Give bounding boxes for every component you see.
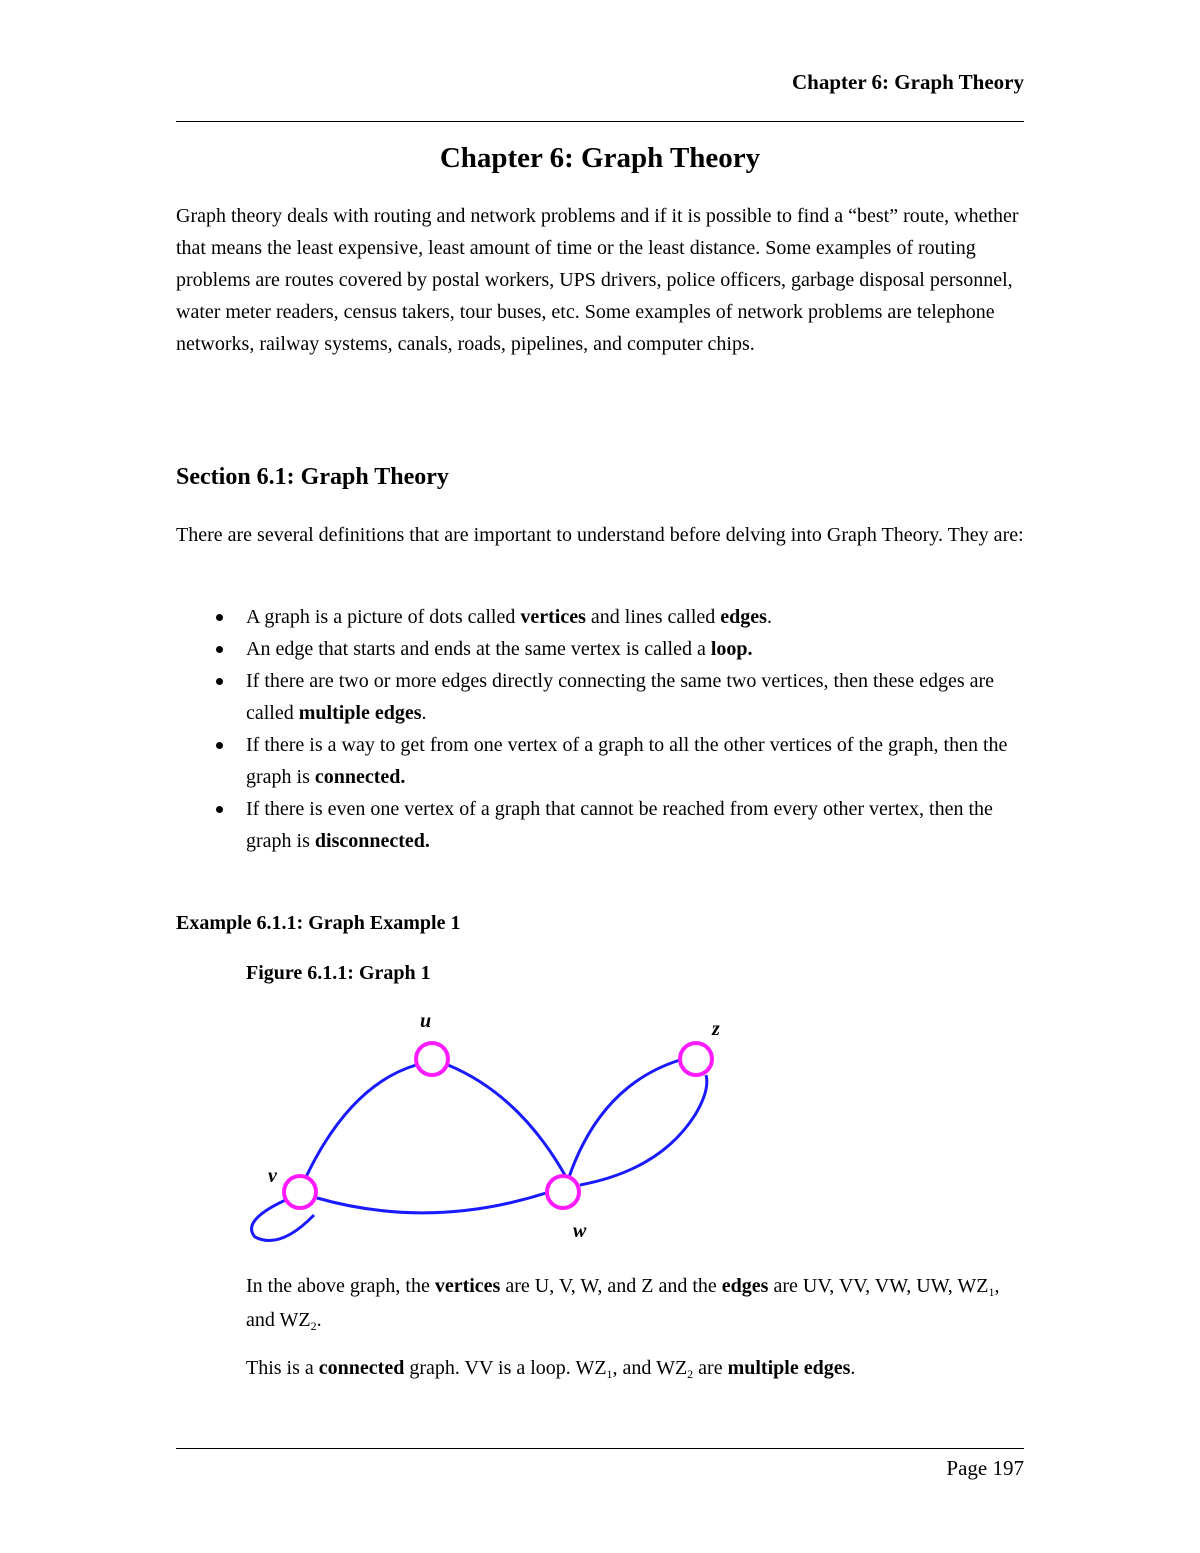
edge-vw bbox=[317, 1193, 546, 1213]
definition-item: An edge that starts and ends at the same vertex is called a loop. bbox=[176, 633, 1026, 665]
chapter-title: Chapter 6: Graph Theory bbox=[439, 142, 761, 174]
intro-paragraph: Graph theory deals with routing and network problems and if it is possible to find a “best” route, whether that means the least expensive, least amount of time or the least distance. Some examples of routing problems are routes covered by postal workers, UPS drivers, police officers, garbage disposal personnel, water meter readers, census takers, tour buses, etc. Some examples of network problems are telephone networks, railway systems, canals, roads, pipelines, and computer chips. bbox=[176, 205, 1019, 355]
bullet-icon bbox=[216, 742, 223, 749]
definition-item: A graph is a picture of dots called vertices and lines called edges. bbox=[176, 601, 1026, 633]
bullet-icon bbox=[216, 646, 223, 653]
definition-item: If there is a way to get from one vertex of a graph to all the other vertices of the graph, then the graph is connected. bbox=[176, 729, 1026, 793]
edge-wz2 bbox=[580, 1075, 707, 1185]
edge-uv bbox=[306, 1065, 416, 1177]
header-rule bbox=[176, 121, 1024, 122]
example-title: Example 6.1.1: Graph Example 1 bbox=[176, 912, 461, 934]
bullet-icon bbox=[216, 806, 223, 813]
vertex-w bbox=[547, 1176, 579, 1208]
definitions-intro: There are several definitions that are important to understand before delving into Graph Theory. They are: bbox=[176, 524, 1024, 546]
graph-description: In the above graph, the vertices are U, V, W, and Z and the edges are UV, VV, VW, UW, $WZ_1$, and $WZ_2$. bbox=[246, 1275, 1000, 1333]
footer-rule bbox=[176, 1448, 1024, 1449]
vertex-z bbox=[680, 1043, 712, 1075]
definition-item: If there are two or more edges directly connecting the same two vertices, then these edges are called multiple edges. bbox=[176, 665, 1026, 729]
vertex-v bbox=[284, 1176, 316, 1208]
definitions-list bbox=[176, 601, 1026, 857]
vertex-u bbox=[416, 1043, 448, 1075]
page-number: Page 197 bbox=[946, 1456, 1024, 1480]
section-title: Section 6.1: Graph Theory bbox=[176, 464, 449, 490]
vertex-label-v: v bbox=[268, 1165, 277, 1187]
graph-conclusion: This is a connected graph. VV is a loop. $WZ_1$, and $WZ_2$ are multiple edges. bbox=[246, 1357, 856, 1381]
vertex-label-w: w bbox=[573, 1220, 587, 1242]
vertex-label-z: z bbox=[712, 1018, 720, 1040]
vertex-label-u: u bbox=[420, 1010, 432, 1032]
bullet-icon bbox=[216, 678, 223, 685]
graph-figure bbox=[240, 1005, 740, 1255]
edge-uw bbox=[448, 1065, 566, 1177]
definition-item: If there is even one vertex of a graph that cannot be reached from every other vertex, then the graph is disconnected. bbox=[176, 793, 1026, 857]
bullet-icon bbox=[216, 614, 223, 621]
edge-wz1 bbox=[568, 1060, 680, 1180]
running-header: Chapter 6: Graph Theory bbox=[792, 70, 1024, 94]
figure-title: Figure 6.1.1: Graph 1 bbox=[246, 962, 431, 984]
